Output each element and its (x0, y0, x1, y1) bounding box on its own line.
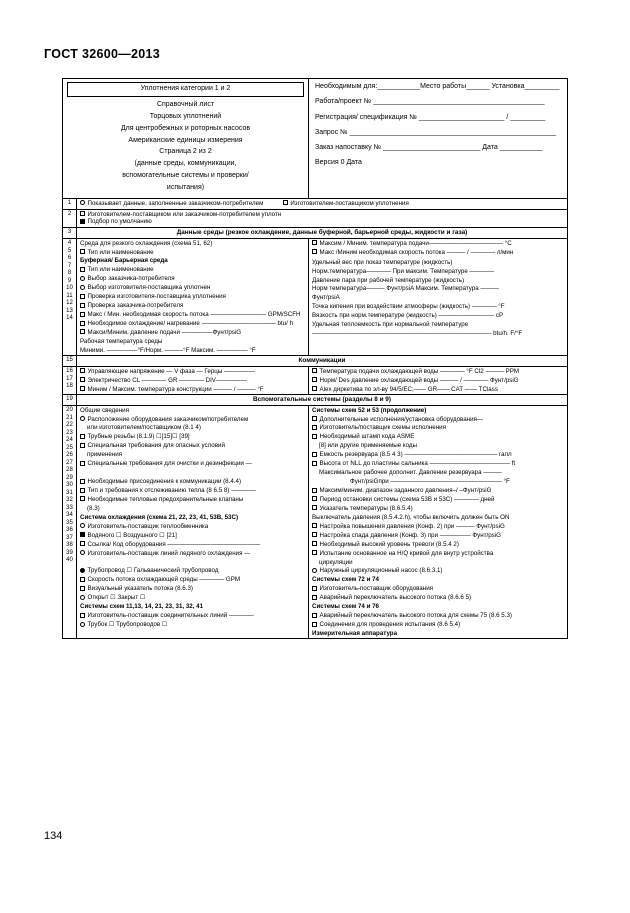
checkbox-icon[interactable] (312, 595, 317, 600)
aux-label: Макcим/миним. диапазон заданного давления–/ –Фунт/psiG (319, 487, 492, 495)
aux-label: Специальная требования для опасных условий (87, 442, 225, 450)
aux-line: Системы схем 52 и 53 (продолжение) (312, 406, 427, 414)
standard-title: ГОСТ 32600—2013 (44, 47, 161, 61)
aux-label: Необходимые тепловые предохранительные клапаны (87, 495, 244, 503)
checkbox-icon[interactable] (80, 321, 85, 326)
media-line: Точка кипения при воздействии атмосферы (жидкость) ———— °F (312, 303, 505, 311)
media-label: Проверка заказчика-потребителя (87, 302, 184, 310)
checkbox-icon[interactable] (312, 505, 317, 510)
aux-label: Емкость резервуара (8.5 4 3) ——————————————— галл (319, 451, 512, 459)
media-label: Выбор изготовителя-поставщика уплотнен (87, 284, 211, 292)
aux-line (77, 612, 308, 621)
checkbox-icon[interactable] (80, 386, 85, 391)
aux-line (309, 531, 567, 540)
aux-line (77, 531, 308, 540)
aux-label: Тип и требования к отслеживанию тепла (8 6.5 8) ———— (87, 487, 256, 495)
radio-icon[interactable] (80, 595, 85, 600)
aux-label: или изготовителем/поставщиком (8.1 4) (87, 424, 201, 432)
section-media-row-numbers: 4 5 6 7 8 9 10 11 12 13 14 (63, 239, 77, 355)
media-line: Рабочая температура среды (80, 337, 163, 345)
radio-filled-icon[interactable] (80, 568, 85, 573)
comm-label: Норм/ Des давление охлаждающей воды ——— / ———— Фунт/psiG (319, 376, 519, 384)
aux-line (77, 460, 308, 469)
form-header-left (63, 79, 309, 198)
aux-line (309, 424, 567, 433)
field-project-no[interactable]: Работа/проект № ____________________________________________ (315, 98, 545, 106)
aux-label: (8.3) (87, 504, 100, 512)
aux-line (77, 424, 308, 433)
aux-label: Трубные резьбы (8.1.9) ☐[15]☐ [39] (87, 433, 190, 441)
comm-label: Миним / Макcим. температура конструкции ——— / ——— °F (87, 385, 264, 393)
aux-label: Изготовитель-поставщик теплообменника (87, 522, 209, 530)
aux-label: Макcимальное рабочее дополнит. Давление резервуара ——— (319, 469, 502, 477)
note-label: Изготовителем-поставщиком уплотнения (290, 199, 409, 207)
section-media-left (77, 239, 309, 355)
media-line (77, 275, 308, 284)
aux-line (309, 469, 567, 478)
media-label: Макс /Миним необходимая скорость потока ——— / ———— л/мин (319, 248, 514, 256)
media-line (77, 248, 308, 257)
aux-line (309, 460, 567, 469)
section-media-right (309, 239, 567, 355)
checkbox-icon[interactable] (312, 523, 317, 528)
media-line (77, 266, 308, 275)
comm-line (77, 367, 308, 376)
media-label: Тип или наименование (87, 248, 154, 256)
media-label: Проверка изготовителя-поставщика уплотнения (87, 293, 226, 301)
aux-label: Изготовитель-поставщик оборудования (319, 585, 434, 593)
aux-label: Открыт ☐ Закрыт ☐ (87, 594, 146, 602)
aux-line (309, 612, 567, 621)
aux-label: Указатель температуры (8.6.5.4) (319, 504, 413, 512)
comm-line (309, 376, 567, 385)
checkbox-icon[interactable] (312, 240, 317, 245)
aux-label: Аварийный переключатель высокого потока (8.6.6 5) (319, 594, 472, 602)
aux-line (77, 504, 308, 513)
media-line (77, 302, 308, 311)
aux-line (309, 451, 567, 460)
aux-line (309, 567, 567, 576)
aux-label: Испытание основанное на H/Q кривой для внутр устройства (319, 549, 494, 557)
checkbox-icon[interactable] (312, 496, 317, 501)
row-number: 2 (63, 210, 77, 228)
aux-line (77, 495, 308, 504)
row-number: 3 (63, 228, 77, 238)
aux-line (309, 478, 567, 487)
aux-label: Необходимый высокий уровень тревоги (8.5.4 2) (319, 540, 459, 548)
comm-line (77, 385, 308, 394)
checkbox-icon[interactable] (80, 496, 85, 501)
section-aux-row-numbers: 20 21 22 23 24 25 26 27 28 29 30 31 32 33 34 35 36 37 38 39 40 (63, 406, 77, 638)
aux-line (77, 549, 308, 558)
checkbox-icon[interactable] (312, 377, 317, 382)
aux-line: Выключатель давления (8.5.4.2.h), чтобы включить должен быть ON (312, 513, 510, 521)
aux-line (77, 567, 308, 576)
aux-line: Системы схем 72 и 74 (312, 576, 379, 584)
section-comm-body (63, 367, 567, 395)
aux-line (77, 576, 308, 585)
checkbox-icon[interactable] (312, 452, 317, 457)
media-line: Вязкость при норм.температуре (жидкость) ————————— cP (312, 312, 504, 320)
checkbox-icon[interactable] (80, 211, 85, 216)
checkbox-icon[interactable] (80, 303, 85, 308)
aux-label: Визуальный указатель потока (8.6.3) (87, 585, 193, 593)
media-line: Давление пара при рабочей температуре (жидкость) (312, 276, 465, 284)
checkbox-icon[interactable] (80, 577, 85, 582)
checkbox-icon[interactable] (312, 613, 317, 618)
checkbox-icon[interactable] (80, 541, 85, 546)
aux-line (77, 594, 308, 603)
checkbox-icon[interactable] (80, 294, 85, 299)
aux-line (309, 495, 567, 504)
aux-label: [8] или другие применяемые коды (319, 442, 417, 450)
checkbox-icon[interactable] (312, 425, 317, 430)
aux-label: Трубопровод ☐ Гальванический трубопровод (87, 567, 219, 575)
checkbox-icon[interactable] (80, 613, 85, 618)
checkbox-icon[interactable] (80, 267, 85, 272)
checkbox-icon[interactable] (312, 368, 317, 373)
comm-line (309, 367, 567, 376)
note-row-1 (63, 199, 567, 210)
aux-line (309, 540, 567, 549)
aux-label: Изготовитель/поставщик схемы исполнения (319, 424, 446, 432)
aux-label: Настройка спада давления (Конф. 3) при ————— Фунт/psiG (319, 531, 501, 539)
form-header-line: вспомогательные системы и проверки/ (122, 171, 249, 179)
field-purchase-order[interactable]: Заказ напоставку № _________________________ Дата ___________ (315, 144, 543, 151)
media-line: Норм температура——— Фунт/psiA Макcим. Температура ——— (312, 285, 499, 293)
aux-line (77, 442, 308, 451)
aux-line: Системы схем 74 и 76 (312, 603, 379, 611)
section-media-title: Данные среды (резкое охлаждение, данные буферной, барьерной среды, жидкости и газа) (176, 229, 468, 236)
aux-line (309, 486, 567, 495)
form-header (63, 79, 567, 199)
section-comm-title: Коммуникации (298, 357, 346, 365)
radio-icon[interactable] (80, 276, 85, 281)
aux-label: применения (87, 451, 123, 459)
seal-datasheet-form (62, 78, 568, 639)
field-revision[interactable]: Версия 0 Дата (315, 159, 362, 167)
checkbox-icon[interactable] (312, 249, 317, 254)
media-line: ————————————————————————————— btu/h. F/°F (312, 330, 523, 338)
section-aux-right (309, 406, 567, 638)
aux-line: Измерительная аппаратура (312, 630, 398, 638)
checkbox-icon[interactable] (312, 488, 317, 493)
aux-label: Водяного ☐ Воздушного ☐ [21] (87, 531, 177, 539)
aux-line (77, 585, 308, 594)
radio-icon[interactable] (312, 568, 317, 573)
aux-line (77, 469, 308, 478)
aux-label: Ссылка/ Код оборудования ——————————————— (87, 540, 261, 548)
aux-label: Изготовитель-поставщик соединительных линий ———— (87, 612, 254, 620)
form-header-line: Торцовых уплотнений (149, 113, 222, 120)
aux-line (309, 585, 567, 594)
checkbox-icon[interactable] (80, 434, 85, 439)
aux-line (77, 558, 308, 567)
field-registration-spec[interactable]: Регистрация/ спецификация № ______________________ / _________ (315, 113, 546, 121)
comm-line (309, 385, 567, 394)
form-header-line: испытания) (166, 183, 205, 191)
section-comm-header (63, 356, 567, 367)
checkbox-icon[interactable] (80, 586, 85, 591)
aux-label: Наружный циркуляционный насос (8.6.3.1) (319, 567, 443, 575)
aux-label: Скорость потока охлаждающей среды ———— GPM (87, 576, 240, 584)
aux-line (77, 415, 308, 424)
media-label: Макcим / Миним. температура подачи———————————— °C (319, 239, 512, 247)
aux-line (309, 549, 567, 558)
aux-line (77, 522, 308, 531)
section-aux-body (63, 406, 567, 638)
row-number: 19 (63, 395, 77, 405)
aux-line (77, 451, 308, 460)
media-label: Макс / Мин. необходимая скорость потока ————————— GPM/SCFH (87, 311, 301, 319)
note-label: Подбор по умолчанию (87, 218, 152, 226)
radio-icon[interactable] (80, 550, 85, 555)
checkbox-icon[interactable] (312, 386, 317, 391)
field-job-site[interactable]: Необходимым для:___________Место работы______ Установка_________ (315, 83, 560, 90)
comm-label: Электричество CL ———— GR ———— DIV————— (87, 376, 247, 384)
aux-label: циркуляции (319, 558, 353, 566)
section-media-body (63, 239, 567, 356)
section-aux-left (77, 406, 309, 638)
radio-icon[interactable] (80, 523, 85, 528)
aux-line (77, 486, 308, 495)
note-row-1-body (77, 199, 567, 209)
aux-label: Трубок ☐ Трубопроводов ☐ (87, 621, 168, 629)
radio-icon[interactable] (80, 416, 85, 421)
radio-icon[interactable] (80, 285, 85, 290)
form-header-line: (данные среды, коммуникации, (134, 160, 237, 167)
checkbox-icon[interactable] (80, 377, 85, 382)
media-line: Фунт/psiA (312, 294, 340, 302)
checkbox-icon[interactable] (312, 434, 317, 439)
checkbox-icon[interactable] (312, 461, 317, 466)
aux-line (77, 478, 308, 487)
media-line (77, 293, 308, 302)
checkbox-filled-icon[interactable] (80, 219, 85, 224)
section-comm-left (77, 367, 309, 394)
section-aux-header (63, 395, 567, 406)
checkbox-icon[interactable] (80, 488, 85, 493)
media-line: Удельная теплоемкость при нормальной температуре (312, 321, 469, 329)
note-row-2-body (77, 210, 567, 228)
media-line (77, 319, 308, 328)
comm-label: Alex диркетива по эл-ву 94/5/EC;—— GR—— CAT —— TClass (319, 385, 498, 393)
aux-label: Расположение оборудования заказчиком/потребителем (87, 415, 249, 423)
media-line: Норм.температура———— При макcим. Температуре ———— (312, 267, 495, 275)
aux-label: Высота от NLL до пластины сальника ————————————— ft (319, 460, 516, 468)
aux-label: Соединения для проведения испытания (8.6 5.4) (319, 621, 461, 629)
row-number: 15 (63, 356, 77, 366)
note-label: Изготовителем-поставщиком или заказчиком-потребителем уплотн (87, 210, 282, 218)
aux-line (309, 621, 567, 630)
section-aux-title: Вспомогательные системы (разделы 8 и 9) (253, 396, 391, 403)
aux-line (309, 522, 567, 531)
aux-label: Необходимый штамп кода ASME (319, 433, 415, 441)
page-number: 134 (44, 830, 63, 842)
media-label: Макси/Миним. давление подачи —————Фунт/psiG (87, 328, 242, 336)
aux-line (309, 558, 567, 567)
media-line (309, 248, 567, 257)
checkbox-icon[interactable] (312, 586, 317, 591)
checkbox-icon[interactable] (80, 443, 85, 448)
media-line (77, 328, 308, 337)
aux-label: Фунт/psiGпри —————————————————— °F (350, 478, 510, 486)
radio-icon[interactable] (80, 622, 85, 627)
media-line: Удельный вес при показ температуре (жидкость) (312, 258, 453, 266)
checkbox-icon[interactable] (312, 541, 317, 546)
checkbox-icon[interactable] (80, 249, 85, 254)
aux-line (309, 504, 567, 513)
form-header-line: Страница 2 из 2 (159, 148, 212, 156)
aux-line: Общие сведения (80, 406, 129, 414)
aux-line (309, 415, 567, 424)
aux-line: Система охлаждения (схема 21, 22, 23, 41, 53B, 53C) (80, 513, 239, 521)
form-header-line: Для центробежных и роторных насосов (120, 124, 251, 132)
checkbox-icon[interactable] (80, 329, 85, 334)
aux-line (77, 621, 308, 630)
comm-label: Управляющее напряжение — V фаза — Герцы ————— (87, 367, 255, 375)
checkbox-icon[interactable] (80, 368, 85, 373)
checkbox-icon[interactable] (80, 479, 85, 484)
media-line (77, 311, 308, 320)
aux-line (309, 433, 567, 442)
note-row-2 (63, 210, 567, 229)
aux-label: Дополнительные исполнения/установка оборудования— (319, 415, 484, 423)
media-line: Буферная/ Барьерная среда (80, 257, 168, 265)
row-number: 1 (63, 199, 77, 209)
aux-line: Системы схем 11,13, 14, 21, 23, 31, 32, 41 (80, 603, 204, 611)
aux-label: Период остановки системы (схема 53B и 53C) ———— дней (319, 495, 495, 503)
aux-line (309, 442, 567, 451)
aux-label: Специальные требования для очистки и дезинфекции — (87, 460, 252, 468)
form-header-line: Американские единицы измерения (128, 136, 243, 144)
media-line (77, 284, 308, 293)
media-line: Среда для резкого охлаждения (схема 51, 62) (80, 239, 213, 247)
form-header-right (309, 79, 567, 198)
aux-line (77, 540, 308, 549)
section-comm-row-numbers: 16 17 18 (63, 367, 77, 394)
field-inquiry-no[interactable]: Запрос № _____________________________________________________ (315, 128, 556, 136)
aux-label: Изготовитель-поставщик линий ледяного охлаждения — (87, 549, 251, 557)
form-category-title: Уплотнения категории 1 и 2 (67, 82, 304, 97)
aux-label: Настройка повышения давления (Конф. 2) при ——— Фунт/psiG (319, 522, 505, 530)
checkbox-icon[interactable] (312, 622, 317, 627)
media-line (309, 239, 567, 248)
checkbox-icon[interactable] (312, 416, 317, 421)
section-comm-right (309, 367, 567, 394)
checkbox-icon[interactable] (80, 461, 85, 466)
media-label: Необходимое охлаждение/ нагревание ———————————— btu/ h (87, 320, 294, 328)
comm-line (77, 376, 308, 385)
checkbox-icon[interactable] (312, 550, 317, 555)
section-media-header (63, 228, 567, 239)
aux-line (77, 433, 308, 442)
aux-label: Аварийный переключатель высокого потока для схемы 75 (8.6 5.3) (319, 612, 512, 620)
note-label: Показывает данные, заполненные заказчиком-потребителем (87, 199, 264, 207)
checkbox-filled-icon[interactable] (80, 532, 85, 537)
form-header-line: Справочный лист (156, 101, 215, 109)
aux-line (309, 594, 567, 603)
checkbox-icon[interactable] (283, 200, 288, 205)
media-label: Тип или наименование (87, 266, 154, 274)
media-line: Миними. —————°F/Норм. ———°F Макcим. ————— °F (80, 346, 256, 354)
comm-label: Температура подачи охлаждающей воды ———— °F Cl2 ——— PPM (319, 367, 520, 375)
radio-icon[interactable] (80, 200, 85, 205)
checkbox-icon[interactable] (312, 532, 317, 537)
media-label: Выбор заказчика-потребителя (87, 275, 175, 283)
checkbox-icon[interactable] (80, 312, 85, 317)
aux-label: Необходимые присоединения к коммуникации (8.4.4) (87, 478, 242, 486)
